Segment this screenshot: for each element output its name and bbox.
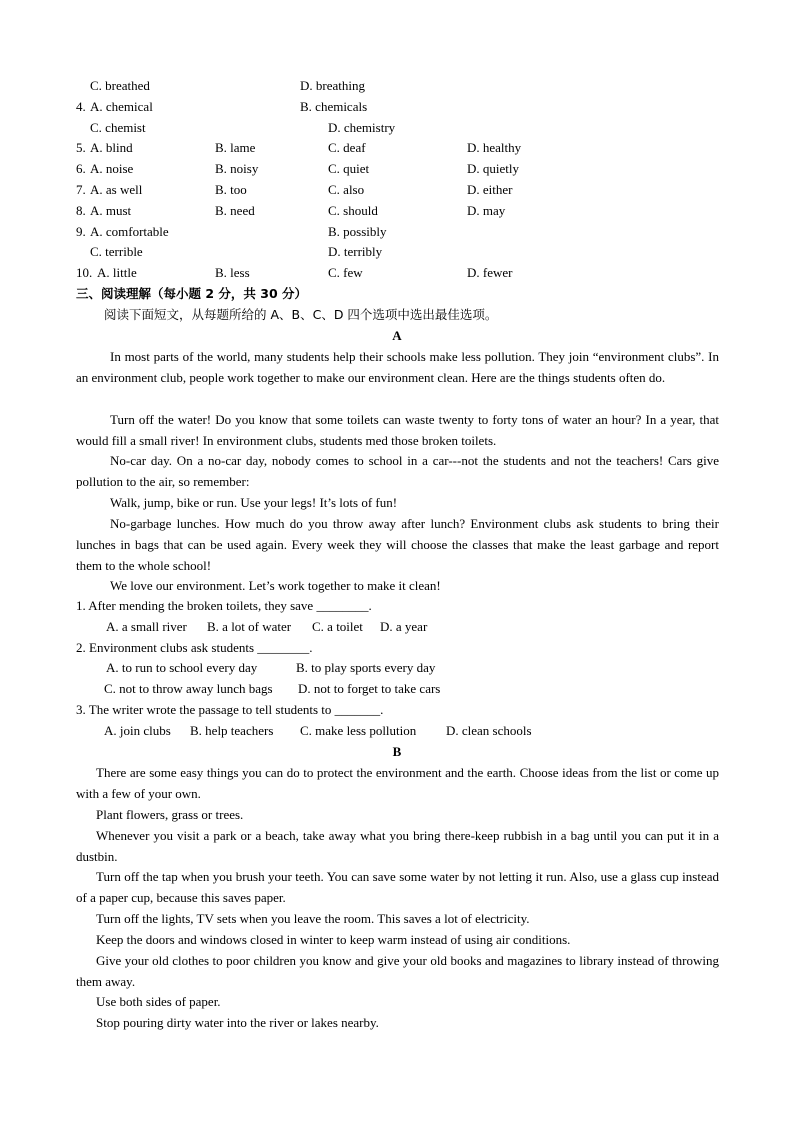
option-row-6 xyxy=(0,159,794,179)
option-d: D. clean schools xyxy=(446,723,532,738)
question-1: 1. After mending the broken toilets, they save ________. xyxy=(76,598,372,613)
option-d: D. quietly xyxy=(467,161,519,176)
option-c: C. quiet xyxy=(328,161,370,176)
option-a: A. noise xyxy=(90,161,134,176)
question-2: 2. Environment clubs ask students ________. xyxy=(76,640,313,655)
section-instruction: 阅读下面短文，从每题所给的 A、B、C、D 四个选项中选出最佳选项。 xyxy=(104,307,498,322)
question-2-options-row-1 xyxy=(0,658,794,678)
option-b: B. need xyxy=(215,203,255,218)
option-a: A. join clubs xyxy=(104,723,171,738)
passage-a-paragraph-6: We love our environment. Let’s work together to make it clean! xyxy=(110,578,441,593)
option-b: B. too xyxy=(215,182,247,197)
option-c: C. a toilet xyxy=(312,619,363,634)
option-row-9 xyxy=(0,222,794,242)
passage-b-paragraph-4: Turn off the tap when you brush your teeth. You can save some water by not letting it run. Also, use a glass cup instead of a paper cup, because this saves paper. xyxy=(76,869,719,905)
option-a: A. comfortable xyxy=(90,224,169,239)
option-b: B. a lot of water xyxy=(207,619,292,634)
question-number: 10. xyxy=(76,265,93,280)
option-c: C. also xyxy=(328,182,365,197)
passage-b-paragraph-9: Stop pouring dirty water into the river or lakes nearby. xyxy=(96,1015,379,1030)
option-a: A. little xyxy=(97,265,137,280)
option-a: A. must xyxy=(90,203,132,218)
option-d: D. fewer xyxy=(467,265,513,280)
option-a: A. a small river xyxy=(106,619,187,634)
option-c: C. make less pollution xyxy=(300,723,417,738)
option-d: D. a year xyxy=(380,619,428,634)
passage-b-paragraph-7: Give your old clothes to poor children you know and give your old books and magazines to library instead of throwing them away. xyxy=(76,953,719,989)
passage-b-paragraph-8: Use both sides of paper. xyxy=(96,994,221,1009)
option-c: C. not to throw away lunch bags xyxy=(104,681,273,696)
question-1-options xyxy=(0,617,794,637)
option-c: C. breathed xyxy=(90,78,150,93)
option-d: D. either xyxy=(467,182,513,197)
passage-a-paragraph-2: Turn off the water! Do you know that some toilets can waste twenty to forty tons of water an hour? In a year, that would fill a small river! In environment clubs, students med those broken toilets. xyxy=(76,412,719,448)
passage-label-b: B xyxy=(392,744,402,759)
option-row-10 xyxy=(0,263,794,283)
option-b: B. possibly xyxy=(328,224,387,239)
option-row-3 xyxy=(0,76,794,96)
passage-b-paragraph-1: There are some easy things you can do to protect the environment and the earth. Choose ideas from the list or come up with a few of your own. xyxy=(76,765,719,801)
option-b: B. help teachers xyxy=(190,723,274,738)
passage-a-paragraph-1: In most parts of the world, many students help their schools make less pollution. They join “environment clubs”. In an environment club, people work together to make our environment clean. Here are the things students often do. xyxy=(76,349,719,385)
passage-b-paragraph-6: Keep the doors and windows closed in winter to keep warm instead of using air conditions. xyxy=(96,932,571,947)
option-c: C. should xyxy=(328,203,378,218)
question-number: 6. xyxy=(76,161,86,176)
option-c: C. deaf xyxy=(328,140,366,155)
option-row-5 xyxy=(0,138,794,158)
option-b: B. chemicals xyxy=(300,99,368,114)
option-d: D. breathing xyxy=(300,78,365,93)
question-3-options xyxy=(0,721,794,741)
question-number: 7. xyxy=(76,182,86,197)
option-b: B. lame xyxy=(215,140,256,155)
question-3: 3. The writer wrote the passage to tell students to _______. xyxy=(76,702,384,717)
passage-b-paragraph-2: Plant flowers, grass or trees. xyxy=(96,807,244,822)
option-d: D. chemistry xyxy=(328,120,396,135)
passage-a-paragraph-5: No-garbage lunches. How much do you throw away after lunch? Environment clubs ask students to bring their lunches in bags that can be used again. Every week they will choose the classes that make the least garbage and report them to the whole school! xyxy=(76,516,719,573)
question-number: 5. xyxy=(76,140,86,155)
option-row-8 xyxy=(0,201,794,221)
option-a: A. blind xyxy=(90,140,133,155)
option-d: D. terribly xyxy=(328,244,383,259)
question-number: 9. xyxy=(76,224,86,239)
option-c: C. few xyxy=(328,265,363,280)
option-c: C. terrible xyxy=(90,244,143,259)
option-a: A. chemical xyxy=(90,99,153,114)
option-d: D. may xyxy=(467,203,506,218)
option-d: D. not to forget to take cars xyxy=(298,681,441,696)
section-heading: 三、阅读理解（每小题 2 分，共 30 分） xyxy=(76,286,308,301)
option-c: C. chemist xyxy=(90,120,146,135)
question-2-options-row-2 xyxy=(0,679,794,699)
passage-a-paragraph-4: Walk, jump, bike or run. Use your legs! It’s lots of fun! xyxy=(110,495,398,510)
option-row-4 xyxy=(0,97,794,117)
option-d: D. healthy xyxy=(467,140,522,155)
option-row-7 xyxy=(0,180,794,200)
passage-a-paragraph-3: No-car day. On a no-car day, nobody comes to school in a car---not the students and not the teachers! Cars give pollution to the air, so remember: xyxy=(76,453,719,489)
passage-b-paragraph-5: Turn off the lights, TV sets when you leave the room. This saves a lot of electricity. xyxy=(96,911,530,926)
option-row-4b xyxy=(0,118,794,138)
option-row-9b xyxy=(0,242,794,262)
option-a: A. as well xyxy=(90,182,143,197)
question-number: 4. xyxy=(76,99,86,114)
question-number: 8. xyxy=(76,203,86,218)
option-a: A. to run to school every day xyxy=(106,660,258,675)
option-b: B. noisy xyxy=(215,161,259,176)
passage-b-paragraph-3: Whenever you visit a park or a beach, take away what you bring there-keep rubbish in a bag until you can put it in a dustbin. xyxy=(76,828,719,864)
passage-label-a: A xyxy=(392,328,402,343)
option-b: B. less xyxy=(215,265,250,280)
option-b: B. to play sports every day xyxy=(296,660,436,675)
